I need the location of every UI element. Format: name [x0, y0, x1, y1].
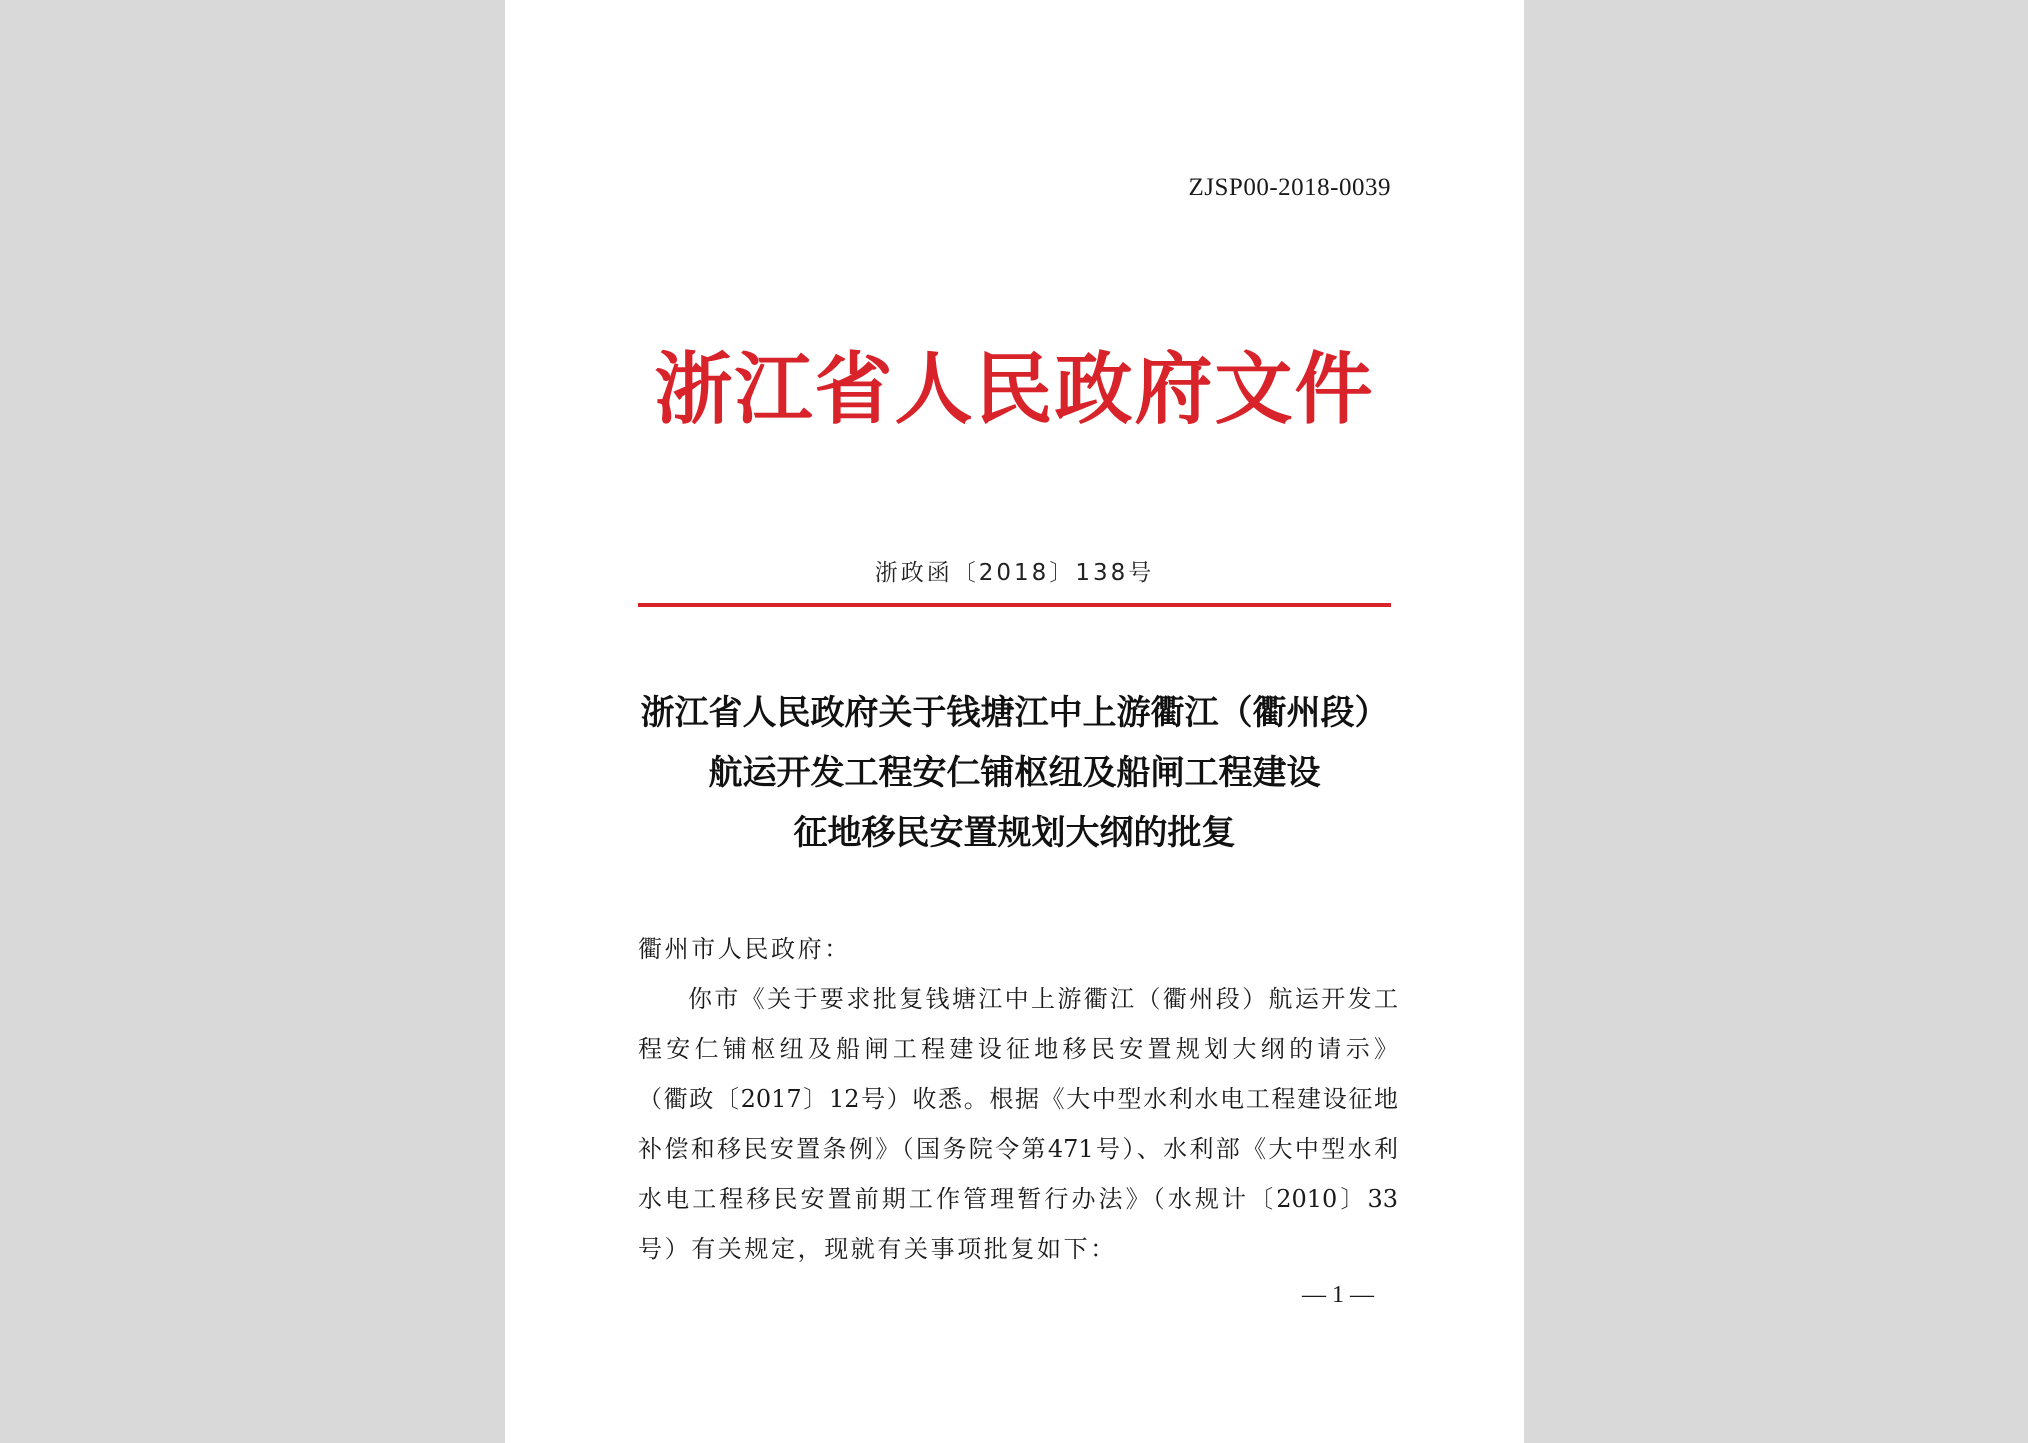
page-number: — 1 — [1302, 1282, 1374, 1308]
salutation: 衢州市人民政府： [638, 935, 851, 963]
body-line: 你市《关于要求批复钱塘江中上游衢江（衢州段）航运开发工 [688, 985, 1398, 1013]
body-line: 补偿和移民安置条例》（国务院令第471号）、水利部《大中型水利 [638, 1135, 1398, 1163]
body-line: 程安仁铺枢纽及船闸工程建设征地移民安置规划大纲的请示》 [638, 1035, 1398, 1063]
masthead-title: 浙江省人民政府文件 [654, 344, 1375, 435]
title-line: 航运开发工程安仁铺枢纽及船闸工程建设 [708, 753, 1321, 793]
body-line: 水电工程移民安置前期工作管理暂行办法》（水规计〔2010〕33 [638, 1185, 1398, 1213]
red-separator-line [638, 603, 1391, 607]
body-line: （衢政〔2017〕12号）收悉。根据《大中型水利水电工程建设征地 [638, 1085, 1398, 1113]
document-body [638, 924, 1398, 1274]
document-page [505, 0, 1524, 1443]
document-code: ZJSP00-2018-0039 [1188, 174, 1391, 201]
body-line: 号）有关规定，现就有关事项批复如下： [638, 1235, 1117, 1263]
document-title [505, 683, 1524, 863]
title-line: 征地移民安置规划大纲的批复 [793, 813, 1236, 853]
title-line: 浙江省人民政府关于钱塘江中上游衢江（衢州段） [640, 693, 1389, 733]
document-number: 浙政函〔2018〕138号 [874, 560, 1155, 586]
